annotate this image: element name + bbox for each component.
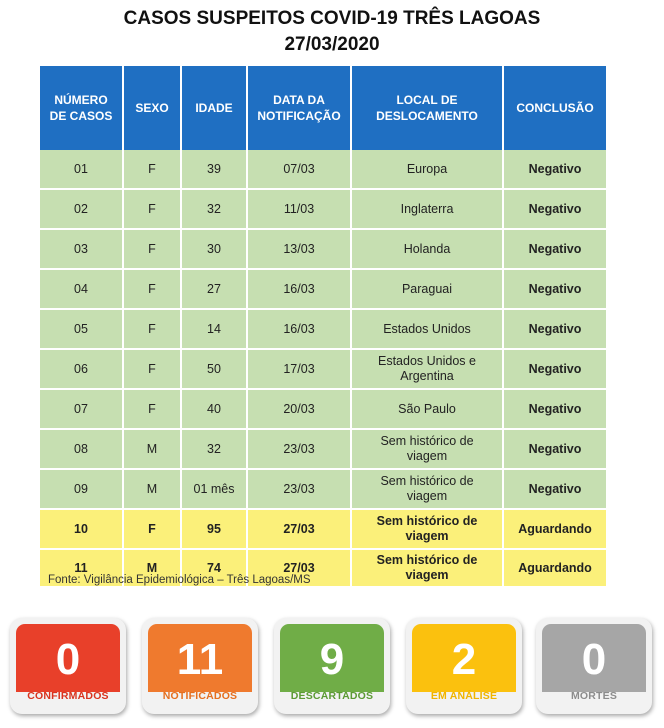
card-label: NOTIFICADOS — [162, 690, 238, 702]
cell-data: 11/03 — [248, 190, 352, 230]
table-row — [40, 270, 606, 310]
card-label: EM ANÁLISE — [430, 690, 498, 702]
cell-data: 23/03 — [248, 430, 352, 470]
summary-card-em-análise — [406, 618, 522, 714]
card-value: 0 — [16, 624, 120, 692]
cell-sexo: F — [124, 350, 182, 390]
cell-sexo: F — [124, 190, 182, 230]
cell-local: Paraguai — [352, 270, 504, 310]
cell-numero: 05 — [40, 310, 124, 350]
cell-conclusao: Aguardando — [504, 510, 606, 550]
cell-conclusao: Negativo — [504, 190, 606, 230]
cell-data: 23/03 — [248, 470, 352, 510]
source-note: Fonte: Vigilância Epidemiológica – Três Lagoas/MS — [48, 574, 311, 586]
cell-numero: 01 — [40, 150, 124, 190]
cell-idade: 32 — [182, 190, 248, 230]
card-label: CONFIRMADOS — [27, 690, 109, 702]
table-row — [40, 310, 606, 350]
table-row — [40, 470, 606, 510]
page-title — [0, 6, 664, 58]
header-numero: NÚMERO DE CASOS — [40, 66, 124, 150]
cell-conclusao: Negativo — [504, 390, 606, 430]
cell-sexo: M — [124, 470, 182, 510]
cell-local: Holanda — [352, 230, 504, 270]
cell-idade: 50 — [182, 350, 248, 390]
cell-local: Sem histórico de viagem — [352, 510, 504, 550]
cell-data: 16/03 — [248, 270, 352, 310]
header-idade: IDADE — [182, 66, 248, 150]
cell-idade: 30 — [182, 230, 248, 270]
cell-conclusao: Aguardando — [504, 550, 606, 588]
cell-conclusao: Negativo — [504, 230, 606, 270]
header-sexo: SEXO — [124, 66, 182, 150]
table-row — [40, 190, 606, 230]
cell-sexo: F — [124, 310, 182, 350]
cell-conclusao: Negativo — [504, 150, 606, 190]
header-local: LOCAL DE DESLOCAMENTO — [352, 66, 504, 150]
card-value: 11 — [148, 624, 252, 692]
cell-numero: 02 — [40, 190, 124, 230]
cell-data: 17/03 — [248, 350, 352, 390]
card-label: DESCARTADOS — [290, 690, 374, 702]
cell-data: 27/03 — [248, 550, 352, 588]
cell-data: 20/03 — [248, 390, 352, 430]
cell-numero: 07 — [40, 390, 124, 430]
cell-sexo: M — [124, 550, 182, 588]
cell-data: 27/03 — [248, 510, 352, 550]
header-conclusao: CONCLUSÃO — [504, 66, 606, 150]
summary-card-confirmados — [10, 618, 126, 714]
card-label: MORTES — [570, 690, 618, 702]
cell-data: 13/03 — [248, 230, 352, 270]
cell-sexo: F — [124, 230, 182, 270]
cell-idade: 14 — [182, 310, 248, 350]
cell-conclusao: Negativo — [504, 430, 606, 470]
card-value: 0 — [542, 624, 646, 692]
title-line-2: 27/03/2020 — [284, 34, 380, 55]
cases-table — [40, 66, 606, 588]
cell-conclusao: Negativo — [504, 270, 606, 310]
table-row — [40, 350, 606, 390]
cell-sexo: F — [124, 510, 182, 550]
cell-local: Estados Unidos e Argentina — [352, 350, 504, 390]
cell-idade: 01 mês — [182, 470, 248, 510]
table-row — [40, 230, 606, 270]
cell-numero: 09 — [40, 470, 124, 510]
card-value: 9 — [280, 624, 384, 692]
cell-numero: 08 — [40, 430, 124, 470]
cell-sexo: F — [124, 150, 182, 190]
cell-idade: 40 — [182, 390, 248, 430]
cell-conclusao: Negativo — [504, 310, 606, 350]
title-line-1: CASOS SUSPEITOS COVID-19 TRÊS LAGOAS — [123, 8, 541, 29]
table-row — [40, 150, 606, 190]
cell-data: 07/03 — [248, 150, 352, 190]
cell-conclusao: Negativo — [504, 470, 606, 510]
cell-local: Estados Unidos — [352, 310, 504, 350]
table-row — [40, 510, 606, 550]
cell-numero: 06 — [40, 350, 124, 390]
cell-sexo: M — [124, 430, 182, 470]
cell-local: Sem histórico de viagem — [352, 470, 504, 510]
cell-local: São Paulo — [352, 390, 504, 430]
cell-sexo: F — [124, 270, 182, 310]
summary-card-mortes — [536, 618, 652, 714]
cell-idade: 95 — [182, 510, 248, 550]
cell-local: Sem histórico de viagem — [352, 550, 504, 588]
cell-local: Sem histórico de viagem — [352, 430, 504, 470]
summary-card-notificados — [142, 618, 258, 714]
cell-idade: 32 — [182, 430, 248, 470]
table-row — [40, 390, 606, 430]
cell-numero: 03 — [40, 230, 124, 270]
cell-data: 16/03 — [248, 310, 352, 350]
cell-conclusao: Negativo — [504, 350, 606, 390]
cell-idade: 74 — [182, 550, 248, 588]
cell-idade: 39 — [182, 150, 248, 190]
cell-numero: 10 — [40, 510, 124, 550]
card-value: 2 — [412, 624, 516, 692]
cell-idade: 27 — [182, 270, 248, 310]
table-row — [40, 430, 606, 470]
cell-sexo: F — [124, 390, 182, 430]
table-body — [40, 150, 606, 588]
header-data: DATA DA NOTIFICAÇÃO — [248, 66, 352, 150]
cell-local: Inglaterra — [352, 190, 504, 230]
cell-numero: 11 — [40, 550, 124, 588]
cell-local: Europa — [352, 150, 504, 190]
table-header-row — [40, 66, 606, 150]
summary-card-descartados — [274, 618, 390, 714]
cell-numero: 04 — [40, 270, 124, 310]
summary-cards — [0, 618, 664, 718]
